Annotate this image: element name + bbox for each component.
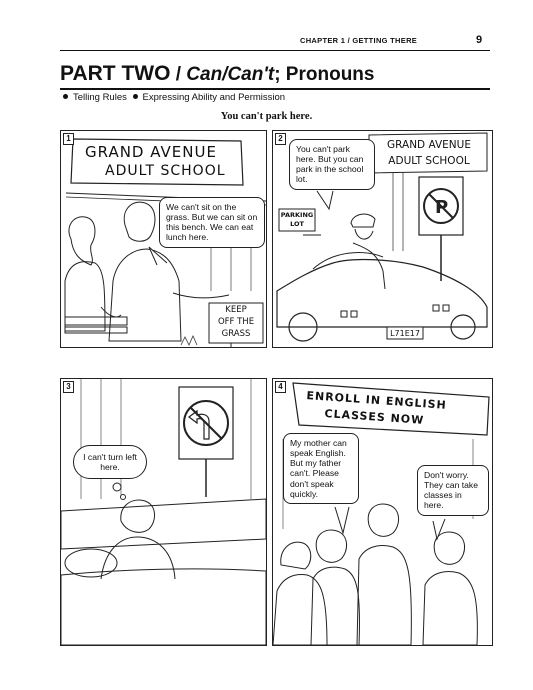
school-sign-2: GRAND AVENUE ADULT SCHOOL [387,139,471,167]
panel-1-number: 1 [63,133,74,145]
objective-1: Telling Rules [73,92,127,103]
license-plate: L71E17 [390,329,420,338]
comic-caption: You can't park here. [220,111,313,122]
svg-text:P: P [435,197,449,218]
keep-off-grass-sign: KEEP OFF THE GRASS [217,305,255,339]
enroll-banner-line-1: ENROLL IN ENGLISH [306,389,448,412]
comic-panel-2 [272,130,493,348]
panel-2-number: 2 [275,133,286,145]
topic-italic: Can/Can't [186,64,275,85]
objectives-line [60,92,285,103]
comic-panel-3 [60,378,267,646]
panel-3-illustration [61,379,266,645]
school-sign-line-1: GRAND AVENUE [85,143,217,161]
parking-lot-sign: PARKING LOT [280,211,314,228]
panel-2-speech-bubble: You can't park here. But you can park in the school lot. [289,139,375,190]
header-rule [60,50,490,51]
page-number: 9 [476,34,483,46]
panel-4-number: 4 [275,381,286,393]
bullet-icon [133,94,138,99]
comic-panel-1 [60,130,267,348]
comic-panel-4 [272,378,493,646]
panel-4-speech-bubble-left: My mother can speak English. But my father can't. Please don't speak quickly. [283,433,359,504]
panel-1-speech-bubble: We can't sit on the grass. But we can sit on this bench. We can eat lunch here. [159,197,265,248]
topic-rest: ; Pronouns [274,64,375,85]
title-rule [60,88,490,90]
part-label: PART TWO [60,62,171,85]
objective-2: Expressing Ability and Permission [142,92,286,103]
panel-3-number: 3 [63,381,74,393]
title-separator: / [170,64,187,85]
part-title [60,62,374,86]
enroll-banner-line-2: CLASSES NOW [324,407,425,427]
panel-3-thought-bubble: I can't turn left here. [73,445,147,479]
school-sign-line-2: ADULT SCHOOL [105,163,226,179]
bullet-icon [63,94,68,99]
running-head: CHAPTER 1 / GETTING THERE [300,36,418,45]
panel-4-speech-bubble-right: Don't worry. They can take classes in here. [417,465,489,516]
